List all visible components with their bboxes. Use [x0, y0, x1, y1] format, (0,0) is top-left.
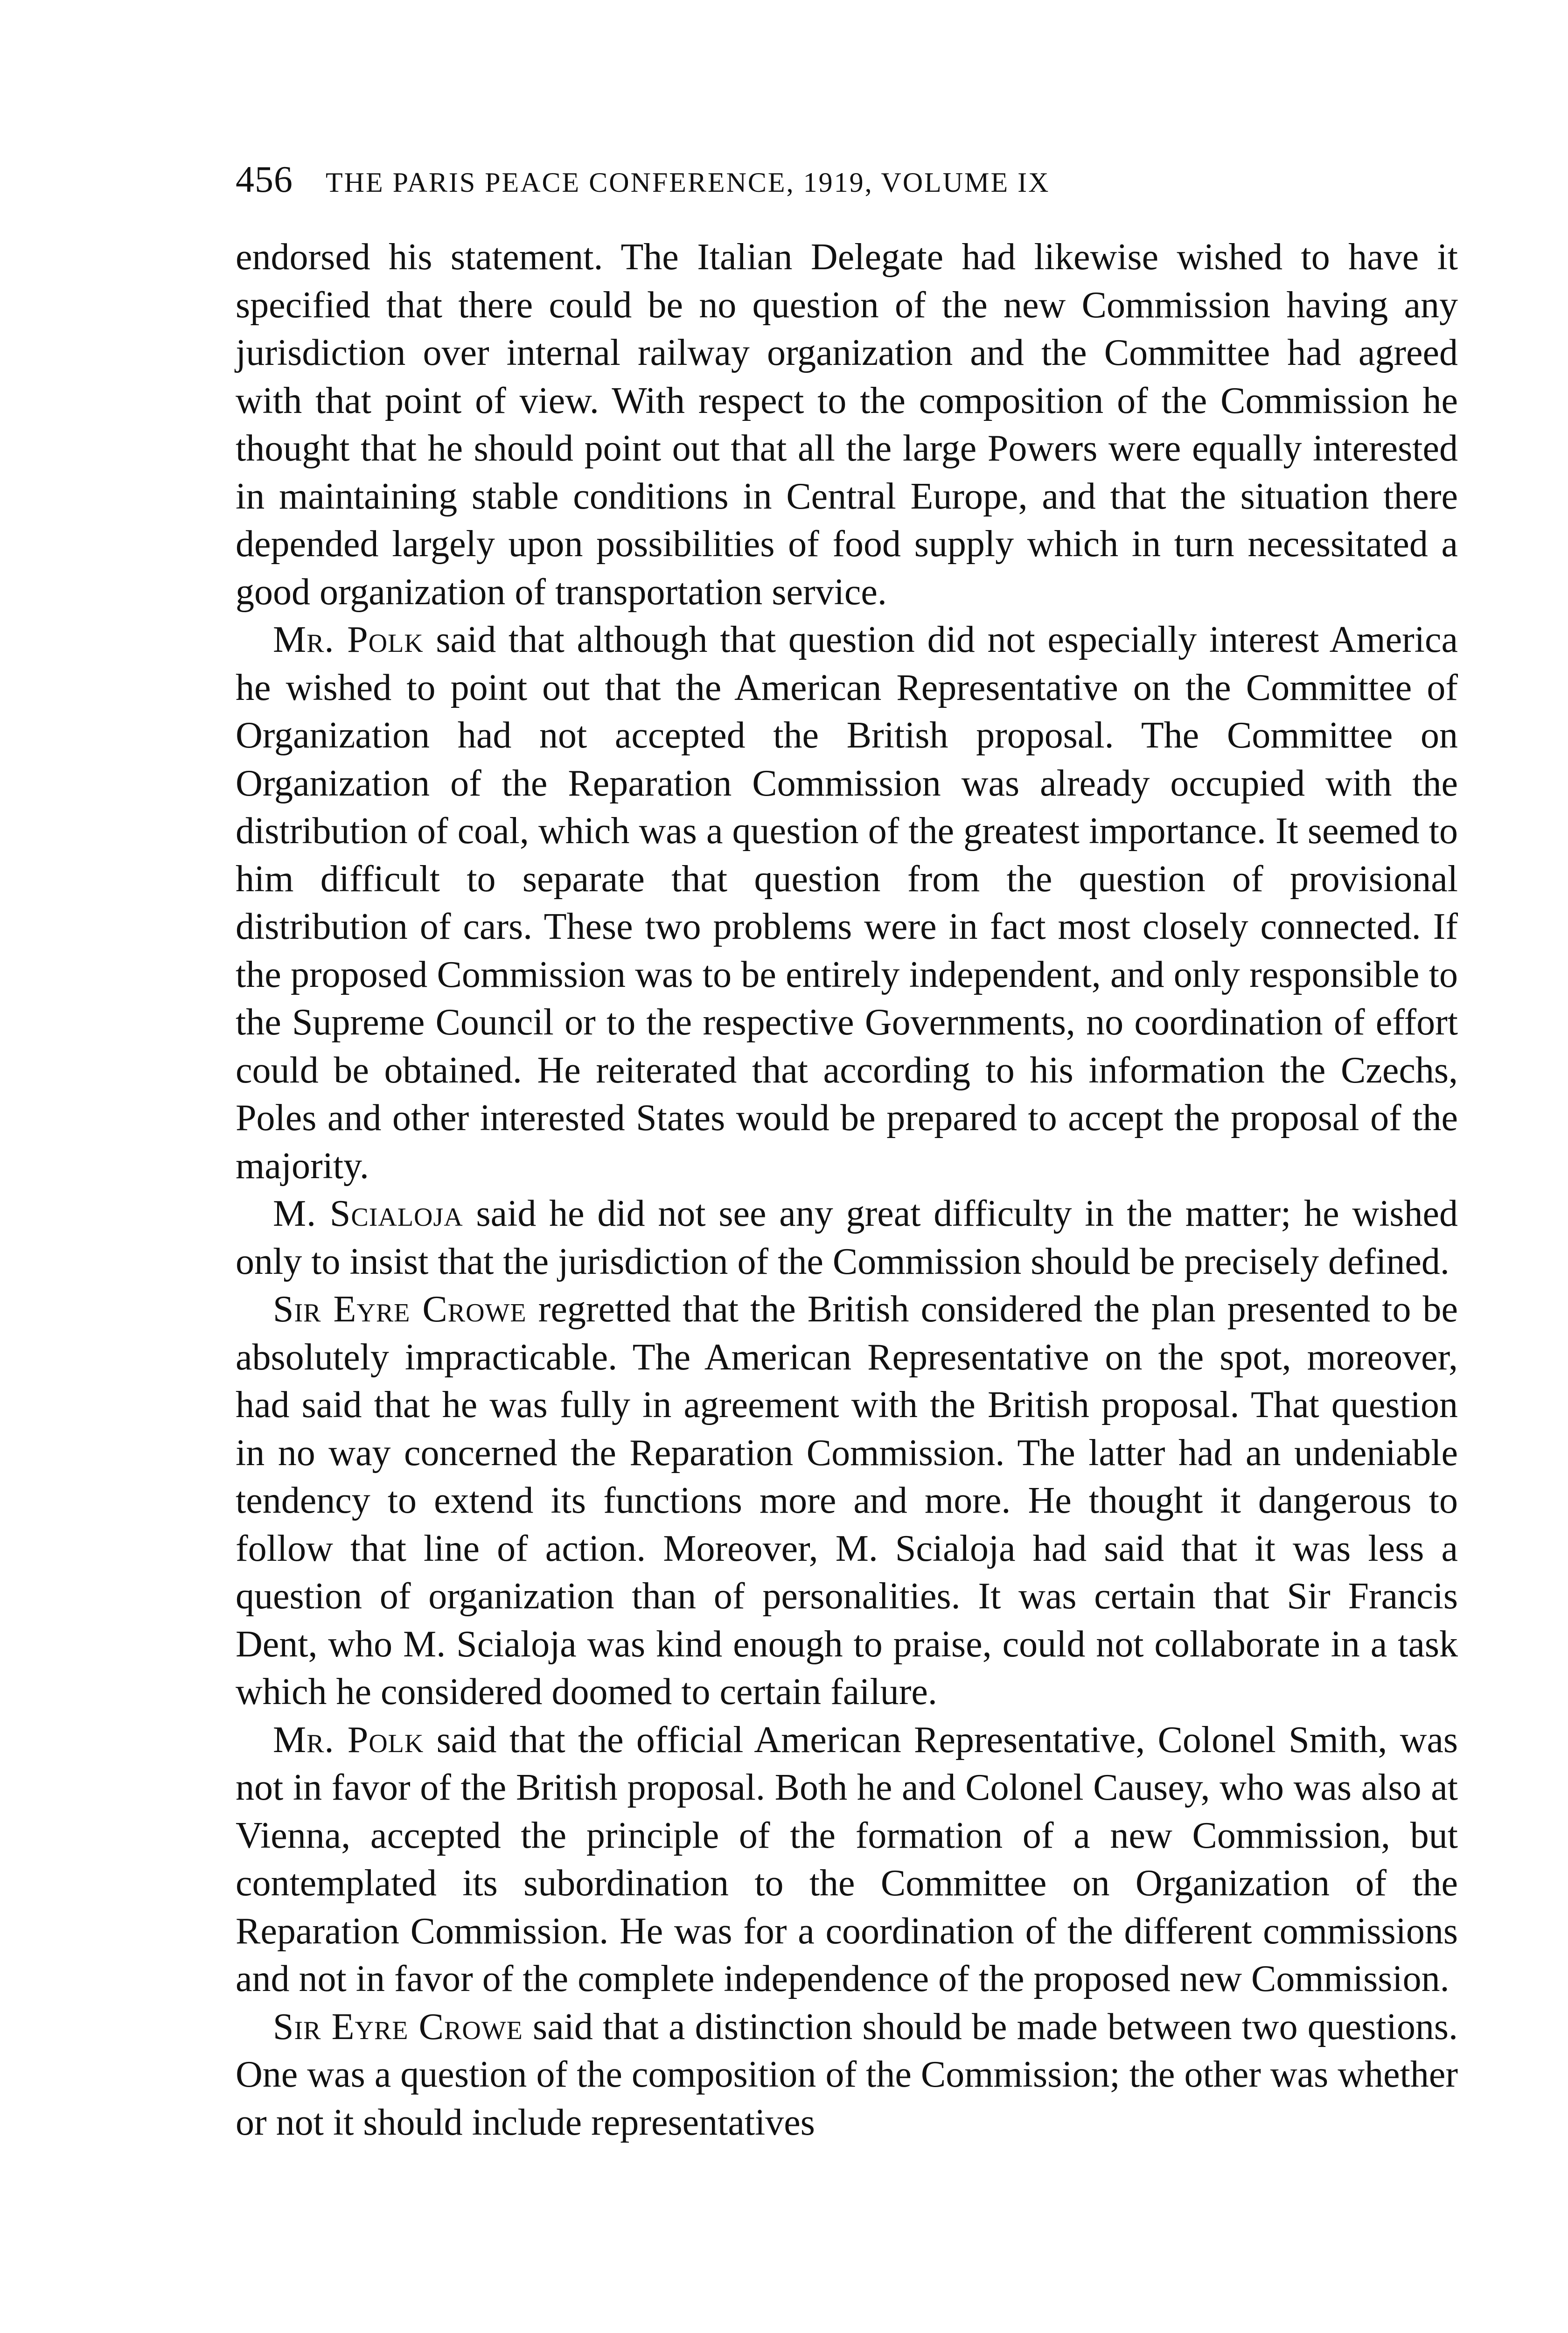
speaker-name: Mr. Polk [273, 1719, 424, 1760]
paragraph-scialoja [236, 1190, 1458, 1285]
paragraph-text: said he did not see any great difficulty in the matter; he wished only to insist that the jurisdiction of the Commission should be precisely defined. [236, 1193, 1458, 1282]
speaker-name: Mr. Polk [273, 619, 424, 660]
paragraph-text: endorsed his statement. The Italian Delegate had likewise wished to have it specified that there could be no question of the new Commission having any jurisdiction over internal railway organization and the Committee had agreed with that point of view. With respect to the composition of the Commission he thought that he should point out that all the large Powers were equally interested in maintaining stable conditions in Central Europe, and that the situation there depended largely upon possibilities of food supply which in turn necessitated a good organization of transportation service. [236, 237, 1458, 613]
running-title: THE PARIS PEACE CONFERENCE, 1919, VOLUME IX [326, 167, 1050, 198]
paragraph-crowe-1 [236, 1285, 1458, 1716]
page-header [236, 159, 1477, 215]
speaker-name: Sir Eyre Crowe [273, 1289, 527, 1330]
paragraph-polk-1 [236, 616, 1458, 1190]
page-number: 456 [236, 159, 293, 200]
paragraph-text: regretted that the British considered the plan presented to be absolutely impracticable. The American Representative on the spot, moreover, had said that he was fully in agreement with the British proposal. That question in no way concerned the Reparation Commission. The latter had an undeniable tendency to extend its functions more and more. He thought it dangerous to follow that line of action. Moreover, M. Scialoja had said that it was less a question of organization than of personalities. It was certain that Sir Francis Dent, who M. Scialoja was kind enough to praise, could not collaborate in a task which he considered doomed to certain failure. [236, 1289, 1458, 1712]
paragraph-text: said that the official American Representative, Colonel Smith, was not in favor of the British proposal. Both he and Colonel Causey, who was also at Vienna, accepted the principle of the formation of a new Commission, but contemplated its subordination to the Committee on Organization of the Reparation Commission. He was for a coordination of the different commissions and not in favor of the complete independence of the proposed new Commission. [236, 1719, 1458, 1999]
speaker-name: M. Scialoja [273, 1193, 463, 1234]
paragraph-crowe-2 [236, 2003, 1458, 2147]
paragraph-text: said that a distinction should be made between two questions. One was a question of the composition of the Commission; the other was whether or not it should include representatives [236, 2006, 1458, 2143]
paragraph-continued [236, 233, 1458, 616]
speaker-name: Sir Eyre Crowe [273, 2006, 523, 2047]
paragraph-text: said that although that question did not especially interest America he wished to point out that the American Representative on the Committee of Organization had not accepted the British proposal. The Committee on Organization of the Reparation Commission was already occupied with the distribution of coal, which was a question of the greatest importance. It seemed to him difficult to separate that question from the question of provisional distribution of cars. These two problems were in fact most closely connected. If the proposed Commission was to be entirely independent, and only responsible to the Supreme Council or to the respective Governments, no coordination of effort could be obtained. He reiterated that according to his information the Czechs, Poles and other interested States would be prepared to accept the proposal of the majority. [236, 619, 1458, 1187]
body-text [236, 233, 1458, 2146]
paragraph-polk-2 [236, 1716, 1458, 2003]
